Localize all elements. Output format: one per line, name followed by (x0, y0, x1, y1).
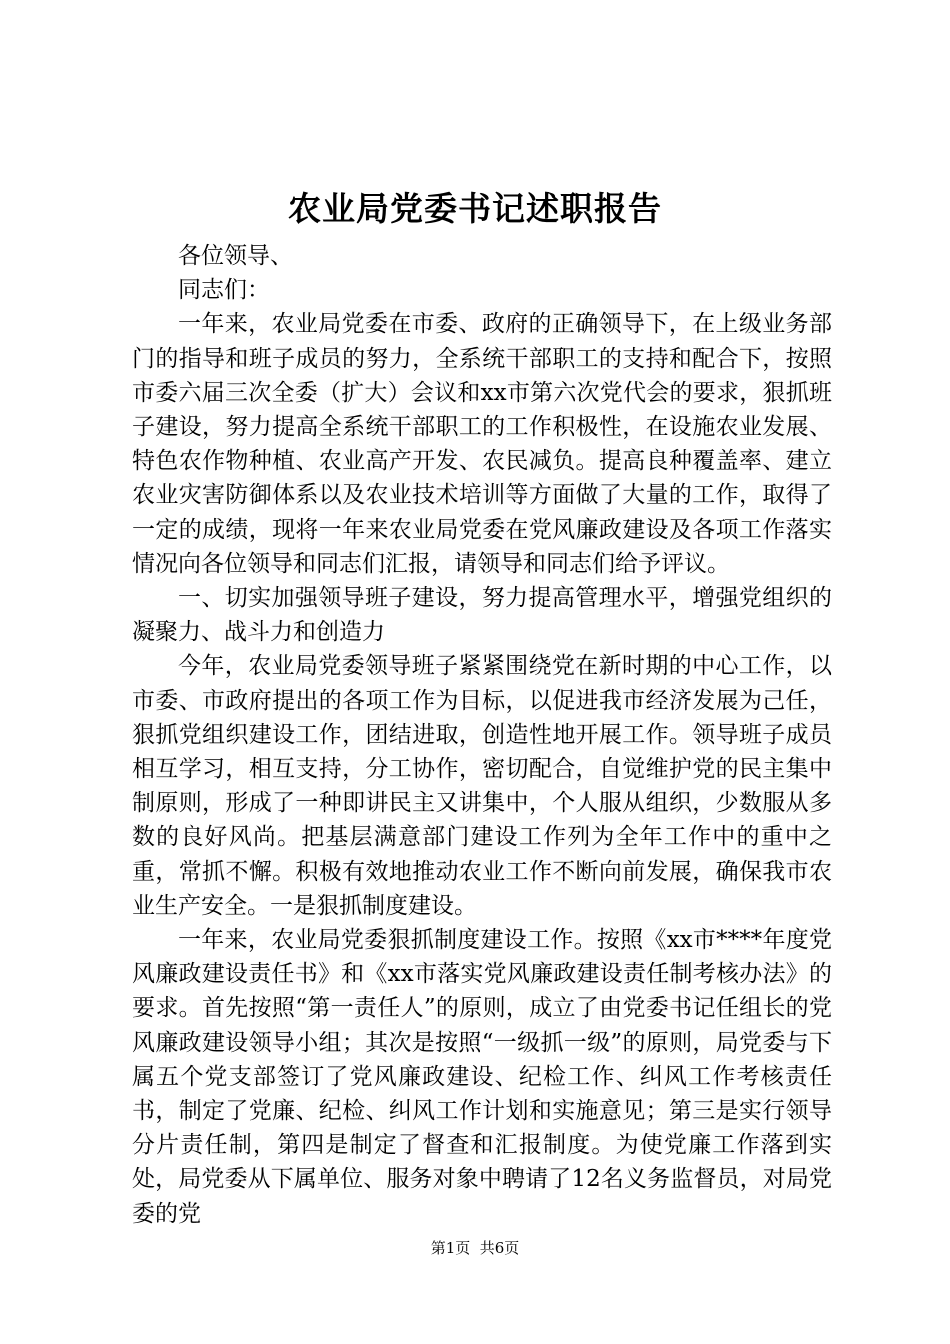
document-body (132, 239, 832, 1231)
body-paragraph: 一年来，农业局党委狠抓制度建设工作。按照《xx市****年度党风廉政建设责任书》和《xx市落实党风廉政建设责任制考核办法》的要求。首先按照“第一责任人”的原则，成立了由党委书记任组长的党风廉政建设领导小组；其次是按照“一级抓一级”的原则，局党委与下属五个党支部签订了党风廉政建设、纪检工作、纠风工作考核责任书，制定了党廉、纪检、纠风工作计划和实施意见；第三是实行领导分片责任制，第四是制定了督查和汇报制度。为使党廉工作落到实处，局党委从下属单位、服务对象中聘请了12名义务监督员，对局党委的党 (132, 927, 832, 1227)
body-paragraph: 一年来，农业局党委在市委、政府的正确领导下，在上级业务部门的指导和班子成员的努力，全系统干部职工的支持和配合下，按照市委六届三次全委（扩大）会议和xx市第六次党代会的要求，狠抓班子建设，努力提高全系统干部职工的工作积极性，在设施农业发展、特色农作物种植、农业高产开发、农民减负。提高良种覆盖率、建立农业灾害防御体系以及农业技术培训等方面做了大量的工作，取得了一定的成绩，现将一年来农业局党委在党风廉政建设及各项工作落实情况向各位领导和同志们汇报，请领导和同志们给予评议。 (132, 311, 832, 577)
section-heading: 一、切实加强领导班子建设，努力提高管理水平，增强党组织的凝聚力、战斗力和创造力 (132, 585, 832, 646)
salutation-line: 各位领导、 (178, 243, 293, 269)
document-title: 农业局党委书记述职报告 (288, 189, 662, 228)
page-number-footer: 第1页 共6页 (430, 1239, 520, 1257)
salutation-line: 同志们： (178, 277, 270, 304)
body-paragraph: 今年，农业局党委领导班子紧紧围绕党在新时期的中心工作，以市委、市政府提出的各项工作为目标，以促进我市经济发展为己任，狠抓党组织建设工作，团结进取，创造性地开展工作。领导班子成员相互学习，相互支持，分工协作，密切配合，自觉维护党的民主集中制原则，形成了一种即讲民主又讲集中，个人服从组织，少数服从多数的良好风尚。把基层满意部门建设工作列为全年工作中的重中之重，常抓不懈。积极有效地推动农业工作不断向前发展，确保我市农业生产安全。一是狠抓制度建设。 (132, 653, 832, 919)
